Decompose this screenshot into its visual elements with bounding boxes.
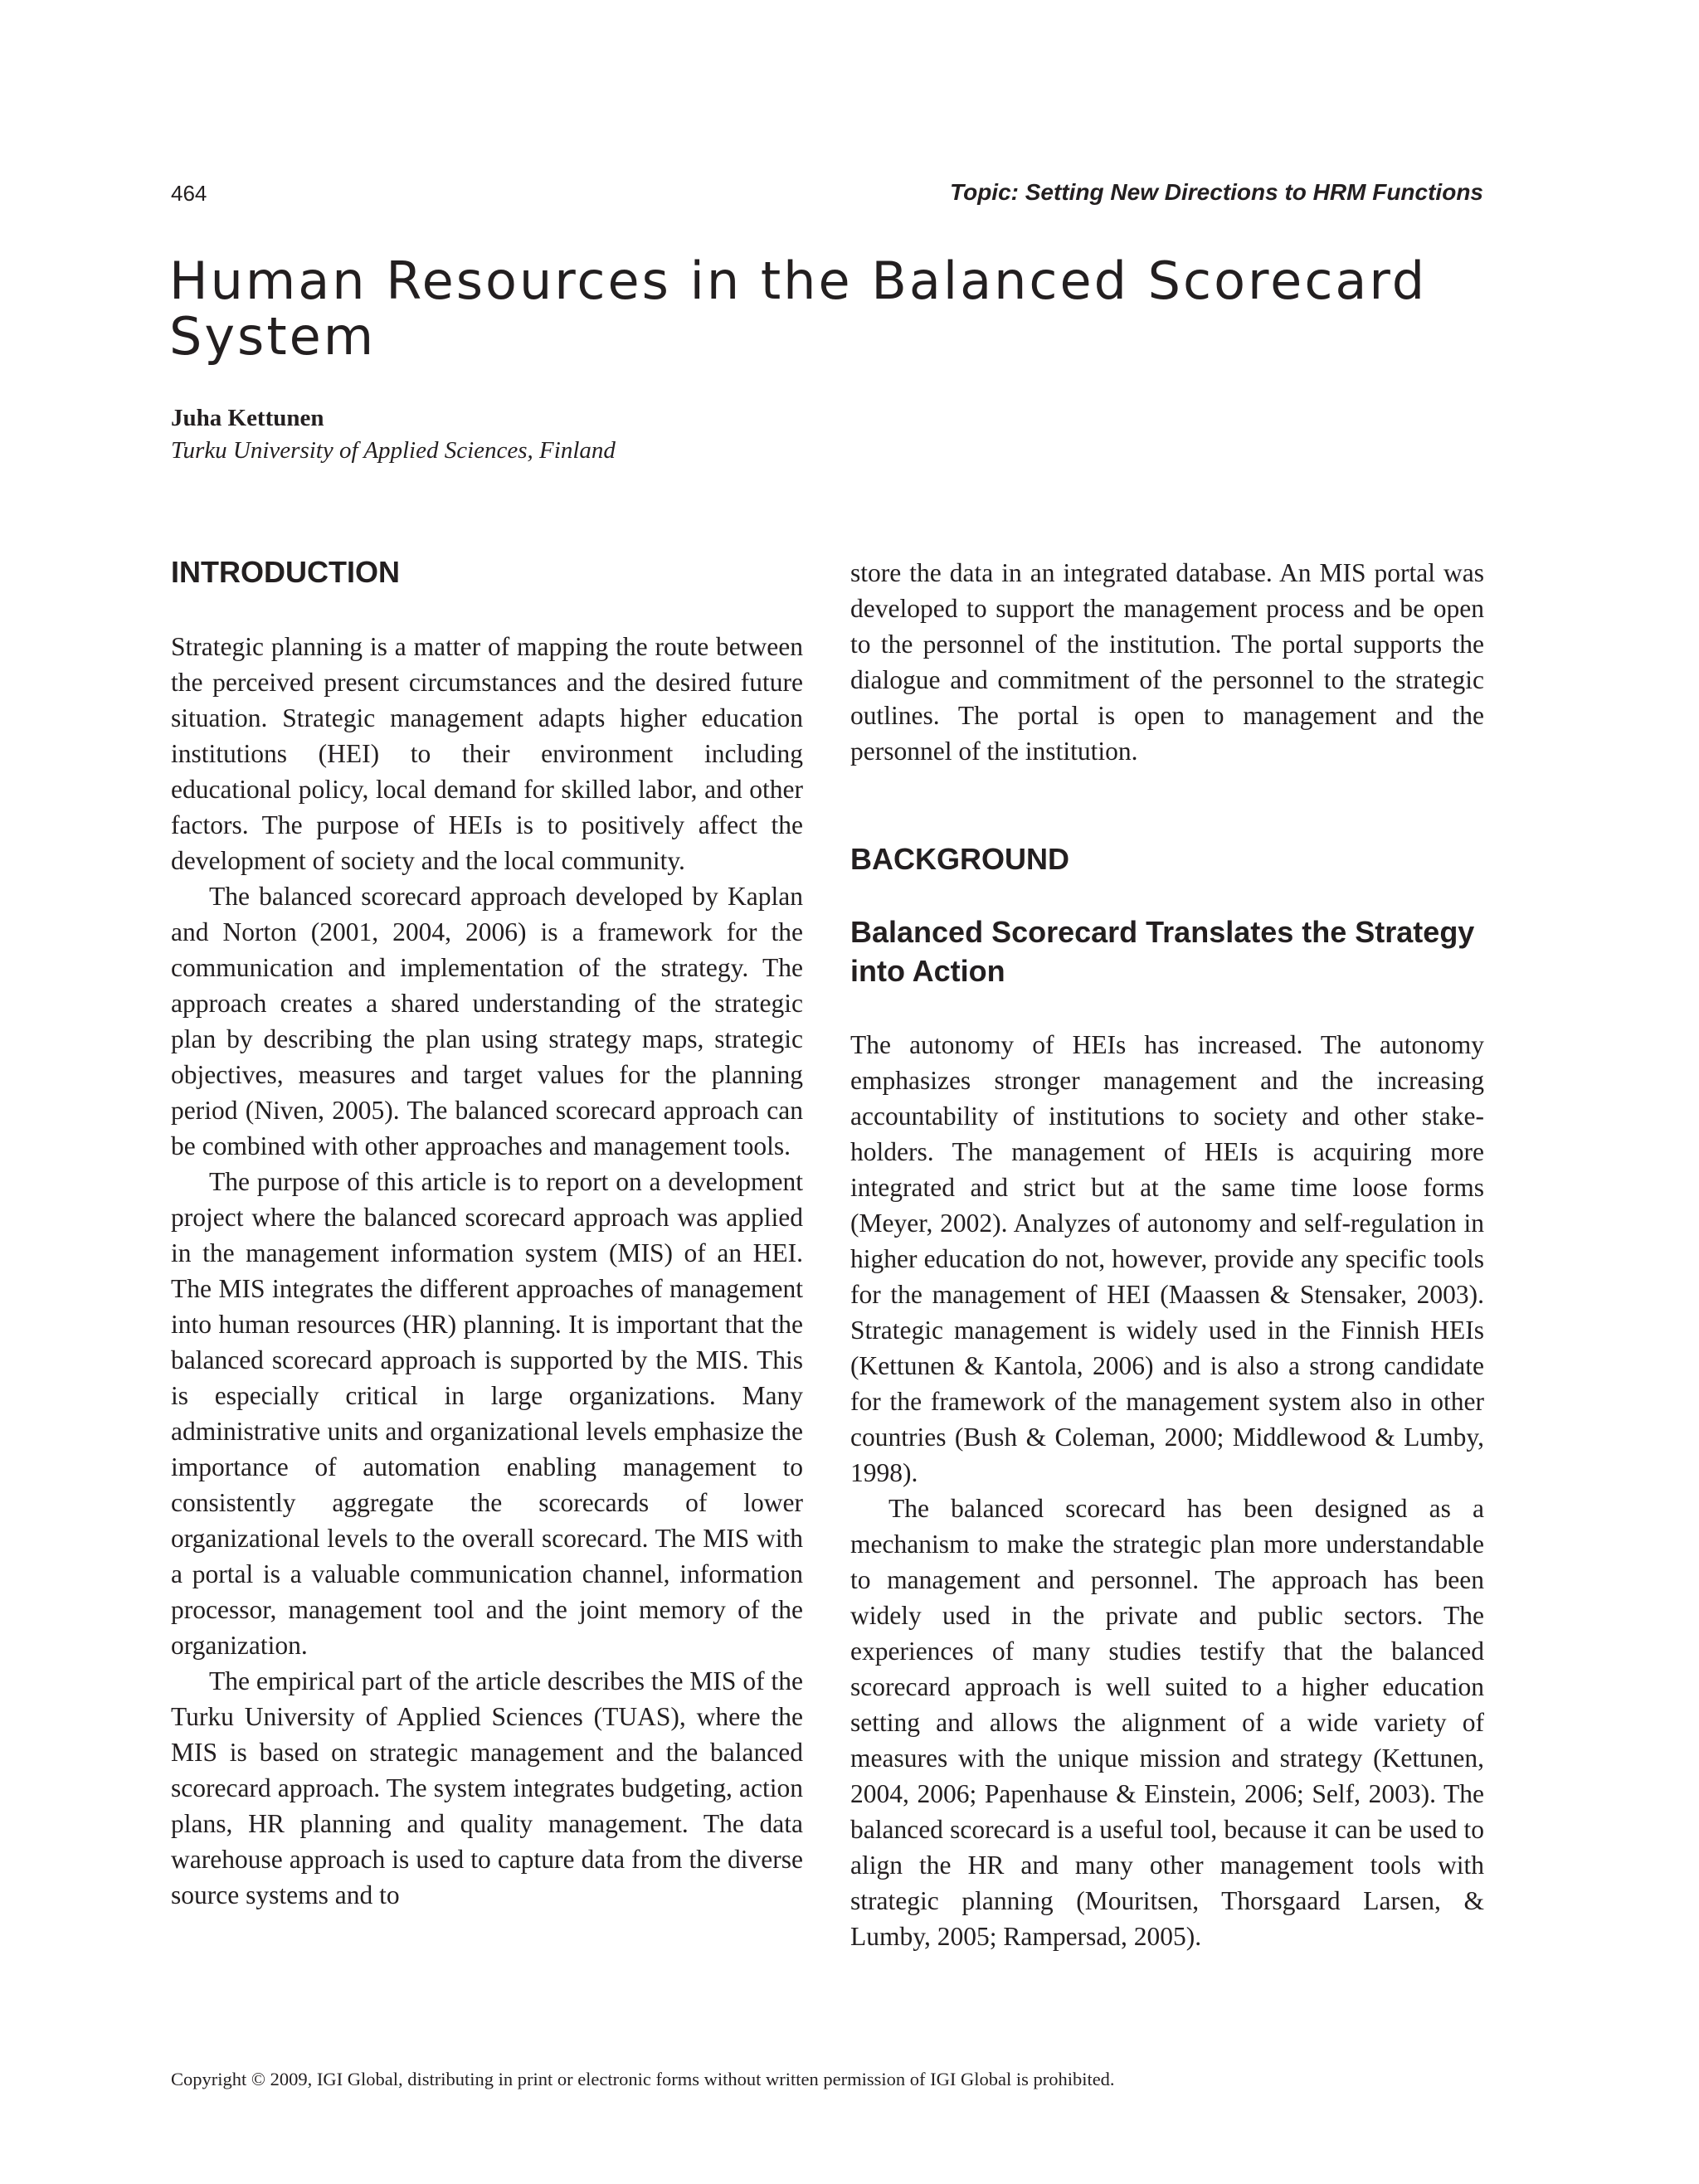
- intro-paragraph: The empirical part of the article describes the MIS of the Turku University of Applied Sciences (TUAS), where the MIS is based on strategic management and the balanced scorecard approach. The system integrates budgeting, action plans, HR planning and quality management. The data warehouse approach is used to capture data from the diverse source systems and to: [171, 1666, 803, 1909]
- author-name: Juha Kettunen: [171, 405, 324, 431]
- introduction-heading: INTRODUCTION: [171, 555, 400, 589]
- background-paragraph: The autonomy of HEIs has increased. The autonomy emphasizes stronger management and the increasing accountability of institutions to society and other stakeholders. The management of HEIs is acquiring more integrated and strict but at the same time loose forms (Meyer, 2002). Analyzes of autonomy and self-regulation in higher education do not, however, provide any specific tools for the management of HEI (Maassen & Stensaker, 2003). Strategic management is widely used in the Finnish HEIs (Kettunen & Kantola, 2006) and is also a strong candidate for the framework of the management system also in other countries (Bush & Coleman, 2000; Middlewood & Lumby, 1998).: [850, 1030, 1484, 1487]
- article-title: Human Resources in the Balanced Scorecard System: [169, 251, 1428, 367]
- running-head-topic: Topic: Setting New Directions to HRM Functions: [950, 179, 1483, 205]
- background-heading: BACKGROUND: [850, 842, 1069, 876]
- background-body: [850, 1027, 1484, 1954]
- intro-paragraph: The balanced scorecard approach developed by Kaplan and Norton (2001, 2004, 2006) is a framework for the communication and implementation of the strategy. The approach creates a shared understanding of the strategic plan by describing the plan using strategy maps, strategic objectives, measures and target values for the planning period (Niven, 2005). The balanced scorecard approach can be combined with other approaches and management tools.: [171, 882, 803, 1160]
- intro-paragraph: Strategic planning is a matter of mapping the route between the perceived present circumstances and the desired future situation. Strategic management adapts higher education institutions (HEI) to their environment including educational policy, local demand for skilled labor, and other factors. The purpose of HEIs is to positively affect the development of society and the local community.: [171, 632, 803, 875]
- intro-continuation-paragraph: store the data in an integrated database. An MIS portal was developed to support the management process and be open to the personnel of the institution. The portal supports the dialogue and commitment of the personnel to the strategic outlines. The portal is open to management and the personnel of the institution.: [850, 558, 1484, 766]
- page-number: 464: [171, 181, 207, 206]
- introduction-continuation: [850, 555, 1484, 769]
- introduction-body: [171, 629, 803, 1913]
- background-paragraph: The balanced scorecard has been designed as a mechanism to make the strategic plan more understandable to management and personnel. The approach has been widely used in the private and public sectors. The experiences of many studies testify that the balanced scorecard approach is well suited to a higher education setting and allows the alignment of a wide variety of measures with the unique mission and strategy (Kettunen, 2004, 2006; Papenhause & Einstein, 2006; Self, 2003). The balanced scorecard is a useful tool, because it can be used to align the HR and many other management tools with strategic planning (Mouritsen, Thorsgaard Larsen, & Lumby, 2005; Rampersad, 2005).: [850, 1494, 1484, 1951]
- intro-paragraph: The purpose of this article is to report on a development project where the balanced scorecard approach was applied in the management information system (MIS) of an HEI. The MIS integrates the different approaches of management into human resources (HR) planning. It is important that the balanced scorecard approach is supported by the MIS. This is especially critical in large organizations. Many administrative units and organizational levels emphasize the importance of automation enabling management to consistently aggregate the scorecards of lower organizational levels to the overall scorecard. The MIS with a portal is a valuable communication channel, information processor, management tool and the joint memory of the organization.: [171, 1167, 803, 1660]
- copyright-notice: Copyright © 2009, IGI Global, distributing in print or electronic forms without written permission of IGI Global is prohibited.: [171, 2069, 1115, 2089]
- author-affiliation: Turku University of Applied Sciences, Finland: [171, 437, 616, 464]
- background-subheading: Balanced Scorecard Translates the Strategy into Action: [850, 915, 1475, 988]
